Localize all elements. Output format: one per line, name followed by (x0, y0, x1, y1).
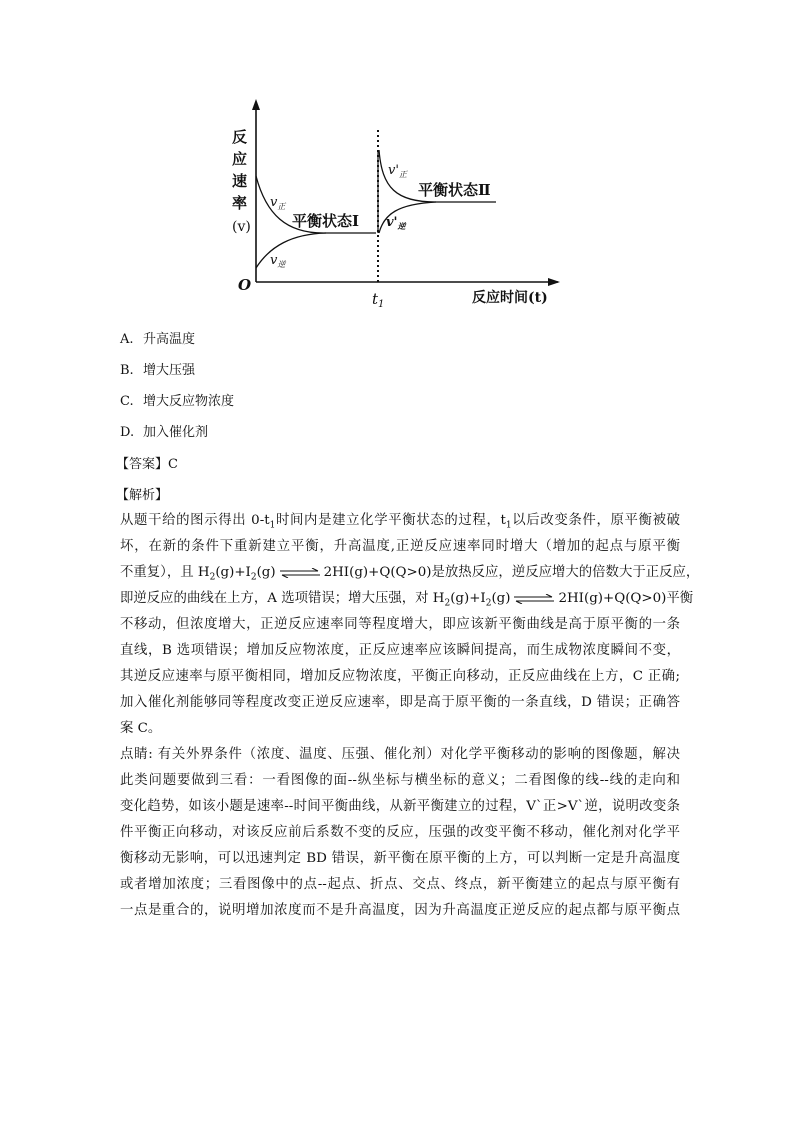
x-axis-arrow (548, 278, 560, 286)
tip-line: 此类问题要做到三看：一看图像的面--纵坐标与横坐标的意义；二看图像的线--线的走向和 (120, 773, 680, 788)
tip-line: 或者增加浓度；三看图像中的点--起点、折点、交点、终点，新平衡建立的起点与原平衡有 (120, 877, 680, 892)
equilibrium-arrow-icon (280, 568, 320, 578)
analysis-line: 即逆反应的曲线在上方，A 选项错误；增大压强，对 $H_2(g)+I_2(g)$ 2HI(g)+Q(Q>0)平衡 (120, 591, 694, 609)
tip-line: 变化趋势，如该小题是速率--时间平衡曲线，从新平衡建立的过程，V`正>V`逆，说明改变条 (120, 799, 680, 814)
origin-label: O (238, 276, 252, 294)
option-letter: D. (120, 425, 135, 440)
option-b (120, 361, 234, 392)
state-2-label: 平衡状态Ⅱ (418, 181, 491, 199)
option-a (120, 330, 234, 361)
y-label-1: 反 (232, 128, 248, 146)
option-letter: B. (120, 363, 134, 378)
x-axis-label: 反应时间(t) (472, 290, 548, 306)
rate-time-graph (226, 96, 578, 310)
v-reverse-curve (256, 233, 326, 268)
analysis-line: 其逆反应速率与原平衡相同，增加反应物浓度，平衡正向移动，正反应曲线在上方，C 正确; (120, 669, 680, 684)
analysis-line: 加入催化剂能够同等程度改变正逆反应速率，即是高于原平衡的一条直线，D 错误；正确答 (120, 695, 680, 710)
analysis-line: 不移动，但浓度增大，正逆反应速率同等程度增大，即应该新平衡曲线是高于原平衡的一条 (120, 617, 680, 632)
analysis-paragraph (120, 508, 700, 742)
y-label-2: 应 (232, 150, 248, 168)
y-axis-arrow (252, 99, 260, 110)
answer-options (120, 330, 234, 454)
option-d (120, 423, 234, 454)
analysis-line: 案 C。 (120, 721, 162, 736)
answer-line: 【答案】C (116, 457, 178, 472)
y-label-4: 率 (232, 194, 248, 212)
option-c (120, 392, 234, 423)
tip-line: 衡移动无影响，可以迅速判定 BD 错误，新平衡在原平衡的上方，可以判断一定是升高温度 (120, 851, 680, 866)
analysis-line: 不重复），且 $H_2(g)+I_2(g)$ 2HI(g)+Q(Q>0)是放热反应，逆反应增大的倍数大于正反应， (120, 565, 700, 583)
v-reverse-new-label: $v'_逆$ (386, 215, 406, 231)
equilibrium-arrow-icon (514, 594, 554, 604)
option-text: 加入催化剂 (143, 425, 209, 440)
v-reverse-label: $v_逆$ (270, 253, 286, 269)
y-label-5: (v) (232, 219, 251, 235)
analysis-line: 从题干给的图示得出 $0-t_1$时间内是建立化学平衡状态的过程，$t_1$以后改变条件，原平衡被破 (120, 513, 680, 531)
tip-line: 点睛: 有关外界条件（浓度、温度、压强、催化剂）对化学平衡移动的影响的图像题，解决 (120, 747, 680, 762)
option-text: 升高温度 (143, 332, 196, 347)
v-forward-new-label: $v'_正$ (388, 163, 407, 179)
tip-line: 件平衡正向移动，对该反应前后系数不变的反应，压强的改变平衡不移动，催化剂对化学平 (120, 825, 680, 840)
option-text: 增大压强 (143, 363, 196, 378)
analysis-line: 坏，在新的条件下重新建立平衡，升高温度,正逆反应速率同时增大（增加的起点与原平衡 (120, 539, 680, 554)
analysis-line: 直线，B 选项错误；增加反应物浓度，正反应速率应该瞬间提高，而生成物浓度瞬间不变， (120, 643, 680, 658)
rate-time-graph-svg (226, 96, 578, 310)
analysis-title: 【解析】 (116, 488, 169, 503)
tip-line: 一点是重合的，说明增加浓度而不是升高温度，因为升高温度正逆反应的起点都与原平衡点 (120, 903, 680, 918)
state-1-label: 平衡状态Ⅰ (292, 212, 360, 230)
y-label-3: 速 (232, 172, 248, 190)
option-text: 增大反应物浓度 (143, 394, 235, 409)
tip-paragraph (120, 742, 680, 924)
option-letter: A. (120, 332, 134, 347)
t1-label: $t_1$ (372, 290, 385, 310)
option-letter: C. (120, 394, 134, 409)
v-forward-label: $v_正$ (270, 195, 286, 211)
